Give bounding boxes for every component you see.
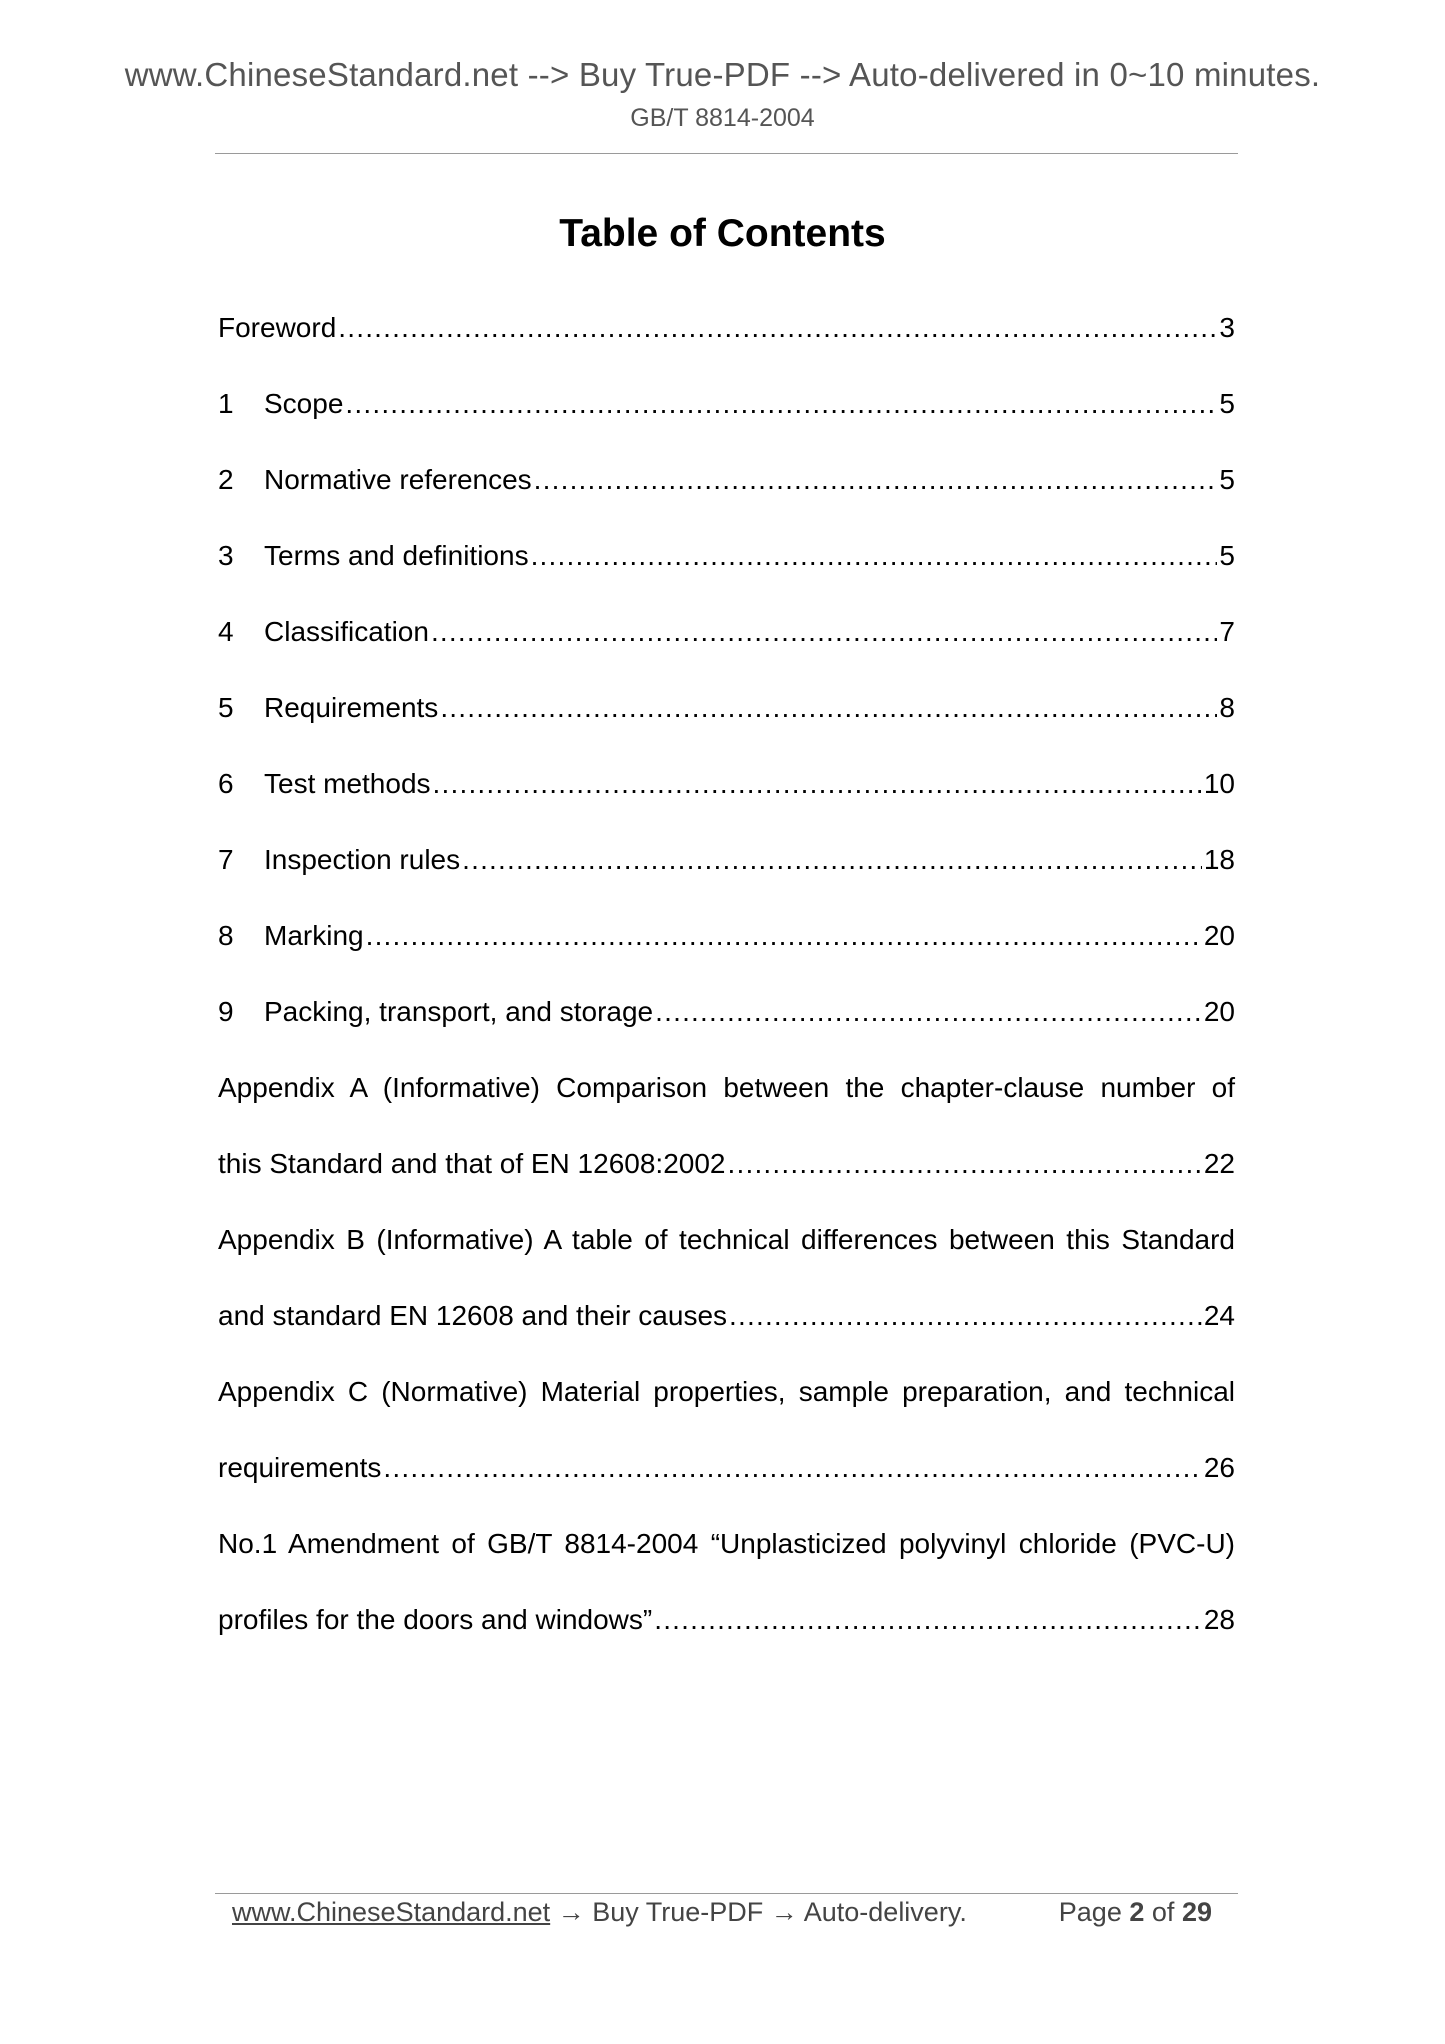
page-title: Table of Contents xyxy=(559,212,886,255)
toc-appendix-a-line2[interactable] xyxy=(218,1146,1235,1222)
toc-entry-page: 5 xyxy=(1219,388,1235,419)
footer-tagline: → Buy True-PDF → Auto-delivery. xyxy=(550,1897,967,1927)
toc-entry-page: 26 xyxy=(1203,1452,1235,1483)
toc-entry-packing[interactable] xyxy=(218,994,1235,1070)
dot-leader xyxy=(338,310,1217,346)
dot-leader xyxy=(531,538,1218,574)
toc-entry-text: Classification xyxy=(264,616,429,647)
toc-entry-page: 28 xyxy=(1203,1604,1235,1635)
toc-entry-page: 5 xyxy=(1219,464,1235,495)
toc-entry-text: Packing, transport, and storage xyxy=(264,996,654,1027)
page-label: Page xyxy=(1058,1897,1122,1927)
dot-leader xyxy=(433,766,1202,802)
dot-leader xyxy=(345,386,1217,422)
toc-entry-classification[interactable] xyxy=(218,614,1235,690)
toc-entry-normative-references[interactable] xyxy=(218,462,1235,538)
toc-entry-text: and standard EN 12608 and their causes xyxy=(218,1300,728,1331)
toc-appendix-b-line2[interactable] xyxy=(218,1298,1235,1374)
toc-entry-foreword[interactable] xyxy=(218,310,1235,386)
toc-amendment-line1[interactable]: No.1 Amendment of GB/T 8814-2004 “Unplasticized polyvinyl chloride (PVC-U) xyxy=(218,1528,1235,1559)
toc-amendment-line2[interactable] xyxy=(218,1602,1235,1678)
top-banner: www.ChineseStandard.net --> Buy True-PDF --> Auto-delivered in 0~10 minutes. xyxy=(124,56,1321,93)
dot-leader xyxy=(440,690,1217,726)
toc-entry-number: 5 xyxy=(218,692,234,723)
toc-entry-inspection-rules[interactable] xyxy=(218,842,1235,918)
toc-appendix-c-line1[interactable]: Appendix C (Normative) Material properties, sample preparation, and technical xyxy=(218,1376,1235,1407)
toc-entry-number: 3 xyxy=(218,540,234,571)
toc-entry-text: profiles for the doors and windows” xyxy=(218,1604,653,1635)
toc-entry-number: 4 xyxy=(218,616,234,647)
toc-entry-marking[interactable] xyxy=(218,918,1235,994)
toc-entry-text: Test methods xyxy=(264,768,431,799)
toc-entry-number: 1 xyxy=(218,388,234,419)
toc-entry-number: 6 xyxy=(218,768,234,799)
dot-leader xyxy=(462,842,1202,878)
toc-entry-text: this Standard and that of EN 12608:2002 xyxy=(218,1148,726,1179)
toc-entry-scope[interactable] xyxy=(218,386,1235,462)
toc-entry-page: 20 xyxy=(1203,996,1235,1027)
toc-entry-page: 8 xyxy=(1219,692,1235,723)
toc-entry-number: 7 xyxy=(218,844,234,875)
toc-entry-page: 20 xyxy=(1203,920,1235,951)
page-current: 2 xyxy=(1129,1897,1145,1927)
toc-entry-text: Terms and definitions xyxy=(264,540,529,571)
header-divider xyxy=(215,153,1238,154)
toc-entry-page: 24 xyxy=(1203,1300,1235,1331)
toc-entry-text: Requirements xyxy=(264,692,439,723)
page-footer xyxy=(232,1897,1232,1928)
toc-entry-text: Normative references xyxy=(264,464,532,495)
toc-entry-page: 22 xyxy=(1203,1148,1235,1179)
toc-entry-text: requirements xyxy=(218,1452,382,1483)
toc-entry-page: 10 xyxy=(1203,768,1235,799)
toc-entry-page: 7 xyxy=(1219,616,1235,647)
dot-leader xyxy=(729,1298,1202,1334)
dot-leader xyxy=(655,994,1202,1030)
dot-leader xyxy=(728,1146,1202,1182)
toc-entry-text: Foreword xyxy=(218,312,337,343)
dot-leader xyxy=(383,1450,1201,1486)
toc-entry-text: Marking xyxy=(264,920,364,951)
toc-entry-number: 8 xyxy=(218,920,234,951)
toc-appendix-c-line2[interactable] xyxy=(218,1450,1235,1526)
dot-leader xyxy=(431,614,1217,650)
page-total: 29 xyxy=(1181,1897,1212,1927)
page-of: of xyxy=(1151,1897,1175,1927)
table-of-contents xyxy=(218,310,1235,1678)
footer-site-link[interactable]: www.ChineseStandard.net xyxy=(232,1897,551,1927)
toc-entry-requirements[interactable] xyxy=(218,690,1235,766)
toc-entry-page: 3 xyxy=(1219,312,1235,343)
toc-appendix-b-line1[interactable]: Appendix B (Informative) A table of technical differences between this Standard xyxy=(218,1224,1235,1255)
doc-code: GB/T 8814-2004 xyxy=(630,104,815,132)
dot-leader xyxy=(534,462,1218,498)
toc-entry-text: Inspection rules xyxy=(264,844,461,875)
toc-appendix-a-line1[interactable]: Appendix A (Informative) Comparison between the chapter-clause number of xyxy=(218,1072,1235,1103)
dot-leader xyxy=(654,1602,1202,1638)
page-indicator xyxy=(1059,1897,1212,1928)
toc-entry-page: 5 xyxy=(1219,540,1235,571)
toc-entry-page: 18 xyxy=(1203,844,1235,875)
toc-entry-number: 9 xyxy=(218,996,234,1027)
dot-leader xyxy=(366,918,1202,954)
toc-entry-terms[interactable] xyxy=(218,538,1235,614)
footer-divider xyxy=(215,1893,1238,1894)
toc-entry-test-methods[interactable] xyxy=(218,766,1235,842)
toc-entry-number: 2 xyxy=(218,464,234,495)
toc-entry-text: Scope xyxy=(264,388,344,419)
